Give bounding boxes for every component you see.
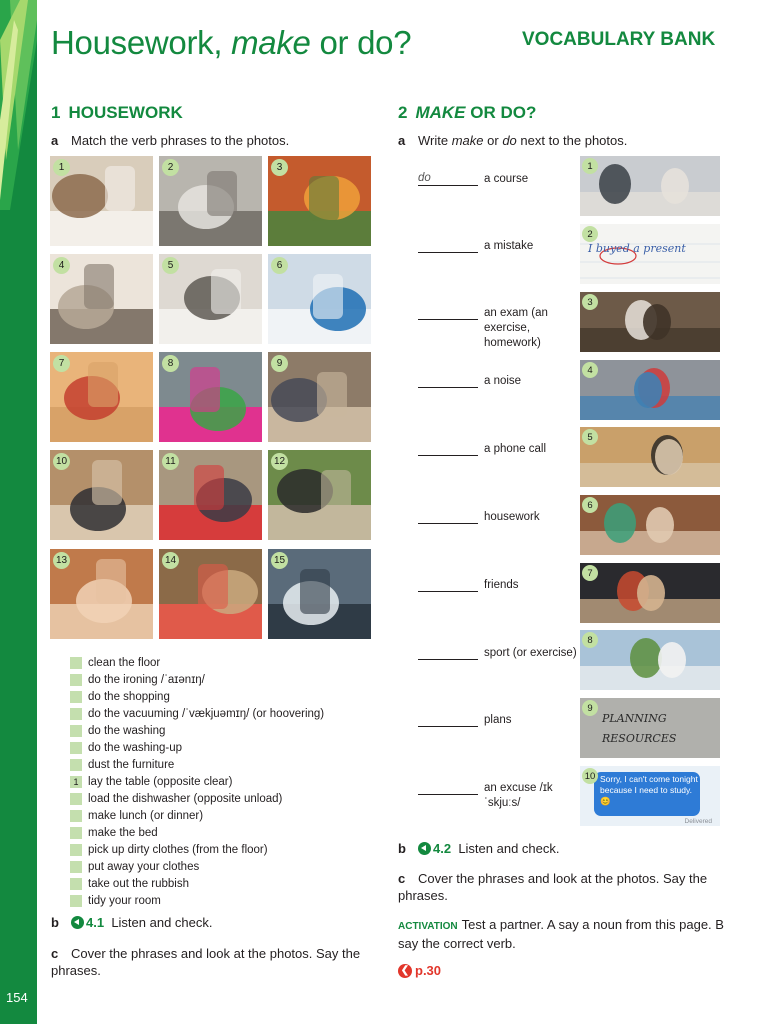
housework-photo-8	[159, 352, 262, 442]
make-do-photo-5	[580, 427, 720, 487]
photo-number-badge: 15	[271, 552, 288, 569]
list-item[interactable]: dust the furniture	[70, 756, 380, 773]
make-do-item	[418, 713, 578, 753]
make-do-phrase: a phone call	[484, 443, 547, 455]
housework-photo-1	[50, 156, 153, 246]
section-2-c-instruction: c Cover the phrases and look at the photos. Say the phrases.	[398, 871, 708, 903]
answer-blank[interactable]	[418, 578, 478, 592]
answer-box[interactable]	[70, 674, 82, 686]
make-do-photo-4	[580, 360, 720, 420]
photo-number-badge: 1	[582, 158, 598, 174]
photo-number-badge: 3	[271, 159, 288, 176]
housework-phrase-list	[70, 654, 380, 909]
delivered-status: Delivered	[684, 818, 712, 825]
photo-number-badge: 13	[53, 552, 70, 569]
make-do-phrase: friends	[484, 579, 519, 591]
arrow-left-icon: ❮	[398, 964, 412, 978]
list-item[interactable]: clean the floor	[70, 654, 380, 671]
activation-box: ACTIVATION Test a partner. A say a noun from this page. B say the correct verb.	[398, 917, 724, 951]
answer-box[interactable]	[70, 708, 82, 720]
photo-number-badge: 9	[271, 355, 288, 372]
list-item[interactable]: load the dishwasher (opposite unload)	[70, 790, 380, 807]
make-do-photo-6	[580, 495, 720, 555]
list-item[interactable]: make the bed	[70, 824, 380, 841]
answer-blank[interactable]	[418, 781, 478, 795]
housework-photo-13	[50, 549, 153, 639]
make-do-photo-3	[580, 292, 720, 352]
section-2-a-instruction: a Write make or do next to the photos.	[398, 133, 628, 148]
answer-blank[interactable]	[418, 239, 478, 253]
list-item[interactable]: put away your clothes	[70, 858, 380, 875]
list-item[interactable]: do the washing	[70, 722, 380, 739]
section-2-b-listen: b 4.2 Listen and check.	[398, 841, 560, 856]
page-reference-link[interactable]: ❮ p.30	[398, 963, 441, 978]
make-do-item	[418, 646, 578, 686]
photo-number-badge: 5	[582, 429, 598, 445]
answer-blank[interactable]	[418, 646, 478, 660]
make-do-phrase: housework	[484, 511, 540, 523]
make-do-phrase: a noise	[484, 375, 522, 387]
make-do-photo-8	[580, 630, 720, 690]
make-do-item	[418, 172, 578, 212]
make-do-photo-2	[580, 224, 720, 284]
make-do-photo-10	[580, 766, 720, 826]
housework-photo-2	[159, 156, 262, 246]
answer-blank[interactable]	[418, 713, 478, 727]
photo-number-badge: 4	[582, 362, 598, 378]
housework-photo-10	[50, 450, 153, 540]
vocabulary-bank-label: VOCABULARY BANK	[522, 29, 716, 50]
photo-number-badge: 2	[162, 159, 179, 176]
audio-icon[interactable]	[71, 916, 84, 929]
housework-photo-12	[268, 450, 371, 540]
list-item[interactable]: do the ironing /ˈaɪənɪŋ/	[70, 671, 380, 688]
photo-number-badge: 1	[53, 159, 70, 176]
housework-photo-7	[50, 352, 153, 442]
answer-blank[interactable]: do	[418, 172, 478, 186]
make-do-item	[418, 442, 578, 482]
list-item[interactable]: do the washing-up	[70, 739, 380, 756]
photo-number-badge: 10	[53, 453, 70, 470]
answer-box[interactable]	[70, 657, 82, 669]
answer-blank[interactable]	[418, 510, 478, 524]
make-do-phrase: sport (or exercise)	[484, 647, 577, 659]
section-1-c-instruction: c Cover the phrases and look at the photos. Say the phrases.	[51, 946, 361, 978]
answer-box[interactable]	[70, 759, 82, 771]
make-do-item	[418, 306, 578, 349]
housework-photo-3	[268, 156, 371, 246]
make-do-item	[418, 374, 578, 414]
page-title: Housework, make or do?	[51, 24, 412, 61]
answer-box[interactable]	[70, 810, 82, 822]
make-do-item	[418, 239, 578, 279]
chat-message: Sorry, I can't come tonight because I need to study. 😊	[600, 774, 698, 806]
housework-photo-9	[268, 352, 371, 442]
photo-number-badge: 12	[271, 453, 288, 470]
make-do-photo-1	[580, 156, 720, 216]
list-item[interactable]: do the shopping	[70, 688, 380, 705]
whiteboard-text: RESOURCES	[602, 732, 677, 745]
make-do-photo-7	[580, 563, 720, 623]
photo-number-badge: 7	[53, 355, 70, 372]
list-item[interactable]: 1 lay the table (opposite clear)	[70, 773, 380, 790]
list-item[interactable]: tidy your room	[70, 892, 380, 909]
make-do-phrase: plans	[484, 714, 512, 726]
housework-photo-6	[268, 254, 371, 344]
list-item[interactable]: pick up dirty clothes (from the floor)	[70, 841, 380, 858]
housework-photo-15	[268, 549, 371, 639]
section-1-a-instruction: a Match the verb phrases to the photos.	[51, 133, 290, 148]
photo-number-badge: 11	[162, 453, 179, 470]
housework-photo-14	[159, 549, 262, 639]
make-do-phrase: an excuse /ɪkˈskjuːs/	[484, 782, 553, 809]
answer-box[interactable]	[70, 878, 82, 890]
photo-number-badge: 10	[582, 768, 598, 784]
answer-box[interactable]	[70, 895, 82, 907]
leaf-decoration	[0, 0, 37, 210]
make-do-phrase: a course	[484, 173, 529, 185]
housework-photo-11	[159, 450, 262, 540]
make-do-photo-9	[580, 698, 720, 758]
list-item[interactable]: take out the rubbish	[70, 875, 380, 892]
photo-number-badge: 8	[162, 355, 179, 372]
photo-number-badge: 9	[582, 700, 598, 716]
photo-number-badge: 8	[582, 632, 598, 648]
answer-box[interactable]	[70, 793, 82, 805]
make-do-item	[418, 578, 578, 618]
housework-photo-5	[159, 254, 262, 344]
answer-box[interactable]	[70, 742, 82, 754]
side-bar	[0, 0, 37, 1024]
section-1-heading: 1 HOUSEWORK	[51, 103, 183, 122]
photo-number-badge: 7	[582, 565, 598, 581]
answer-blank[interactable]	[418, 374, 478, 388]
answer-blank[interactable]	[418, 306, 478, 320]
section-2-heading: 2 MAKE OR DO?	[398, 103, 537, 122]
answer-box[interactable]	[70, 691, 82, 703]
photo-number-badge: 5	[162, 257, 179, 274]
answer-box[interactable]	[70, 861, 82, 873]
make-do-item	[418, 781, 578, 821]
make-do-phrase: an exam (an exercise, homework)	[484, 307, 548, 349]
answer-blank[interactable]	[418, 442, 478, 456]
list-item[interactable]: make lunch (or dinner)	[70, 807, 380, 824]
whiteboard-text: PLANNING	[602, 712, 667, 725]
list-item[interactable]: do the vacuuming /ˈvækjuəmɪŋ/ (or hoovering)	[70, 705, 380, 722]
section-1-b-listen: b 4.1 Listen and check.	[51, 915, 213, 930]
make-do-item	[418, 510, 578, 550]
handwritten-text: I buyed a present	[588, 242, 686, 255]
answer-box[interactable]	[70, 827, 82, 839]
photo-number-badge: 14	[162, 552, 179, 569]
photo-number-badge: 6	[582, 497, 598, 513]
answer-box[interactable]	[70, 844, 82, 856]
photo-number-badge: 6	[271, 257, 288, 274]
housework-photo-4	[50, 254, 153, 344]
make-do-phrase: a mistake	[484, 240, 534, 252]
photo-number-badge: 3	[582, 294, 598, 310]
audio-icon[interactable]	[418, 842, 431, 855]
photo-number-badge: 4	[53, 257, 70, 274]
answer-box[interactable]	[70, 725, 82, 737]
photo-number-badge: 2	[582, 226, 598, 242]
page-number: 154	[6, 990, 28, 1005]
answer-box[interactable]: 1	[70, 776, 82, 788]
